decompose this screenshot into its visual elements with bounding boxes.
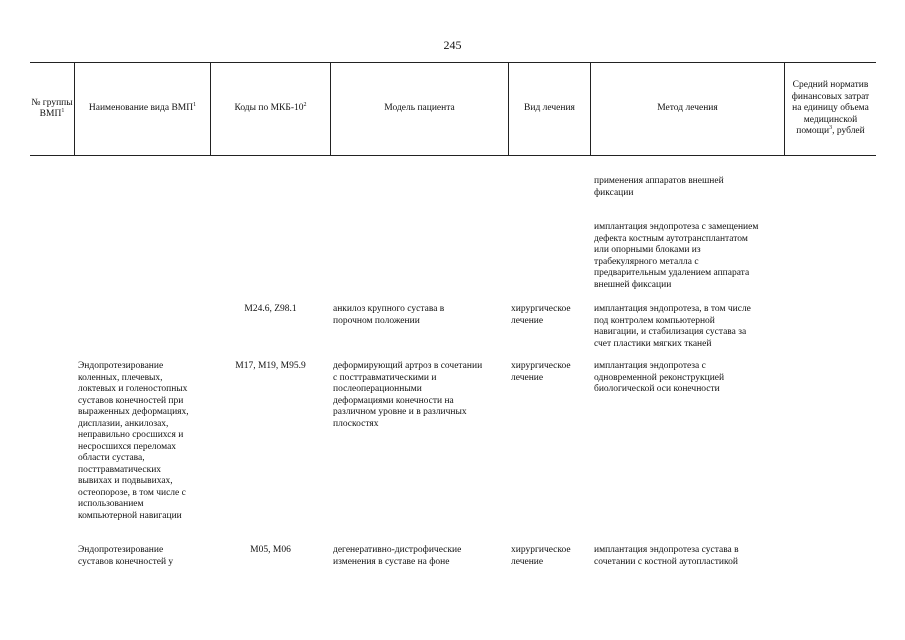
row3-method: имплантация эндопротеза, в том числе под контролем компьютерной навигации, и стабилизация сустава за счет пластики мягких тканей (594, 304, 751, 349)
row3-codes: M24.6, Z98.1 (244, 304, 297, 314)
row5-vmp-name: Эндопротезирование суставов конечностей у (78, 545, 174, 567)
header-vmp-name (75, 63, 210, 155)
header-patient-model (331, 63, 508, 155)
header-treatment-type (509, 63, 590, 155)
row4-patient-model: деформирующий артроз в сочетании с посттравматическими и послеоперационными деформациями конечности на различном уровне и в различных плоскостях (333, 361, 483, 429)
row2-method: имплантация эндопротеза с замещением дефекта костным аутотрансплантатом или опорными блоками из трабекулярного металла с предварительным удалением аппарата внешней фиксации (594, 222, 759, 290)
header-vmp-name-text: Наименование вида ВМП (88, 103, 194, 114)
header-mkb-codes-text: Коды по МКБ-10 (234, 103, 304, 114)
header-vmp-name-footnote: 1 (193, 102, 197, 109)
header-group-no-footnote: 1 (61, 107, 65, 114)
row4-codes: M17, M19, M95.9 (235, 361, 306, 371)
header-patient-model-text: Модель пациента (384, 103, 455, 114)
header-group-no (30, 63, 74, 155)
row5-method: имплантация эндопротеза сустава в сочетании с костной аутопластикой (594, 545, 739, 567)
row4-method: имплантация эндопротеза с одновременной реконструкцией биологической оси конечности (594, 361, 725, 394)
header-mkb-codes-footnote: 2 (303, 102, 307, 109)
header-group-no-text: № группы ВМП (31, 97, 73, 119)
header-treatment-type-text: Вид лечения (524, 103, 575, 114)
header-bottom-border (30, 155, 876, 156)
row5-treatment-type: хирургическое лечение (511, 545, 571, 567)
header-treatment-method (591, 63, 784, 155)
row3-patient-model: анкилоз крупного сустава в порочном положении (333, 304, 445, 326)
row1-method: применения аппаратов внешней фиксации (594, 176, 724, 198)
header-avg-cost (785, 63, 876, 155)
header-avg-cost-tail: , рублей (832, 126, 865, 137)
row5-codes: M05, M06 (250, 545, 291, 555)
page-number: 245 (443, 38, 462, 52)
row5-patient-model: дегенеративно-дистрофические изменения в суставе на фоне (333, 545, 462, 567)
header-avg-cost-footnote: 3 (829, 125, 833, 132)
row4-treatment-type: хирургическое лечение (511, 361, 571, 383)
header-mkb-codes (211, 63, 330, 155)
header-treatment-method-text: Метод лечения (657, 103, 718, 114)
row4-vmp-name: Эндопротезирование коленных, плечевых, локтевых и голеностопных суставов конечностей при выраженных деформациях, дисплазии, анкилозах, неправильно сросшихся и несросшихся переломах области сустава, посттравматических вывихах и подвывихах, остеопорозе, в том числе с использованием компьютерной навигации (78, 361, 189, 521)
header-avg-cost-text: Средний норматив финансовых затрат на единицу объема медицинской помощи (791, 80, 870, 137)
row3-treatment-type: хирургическое лечение (511, 304, 571, 326)
